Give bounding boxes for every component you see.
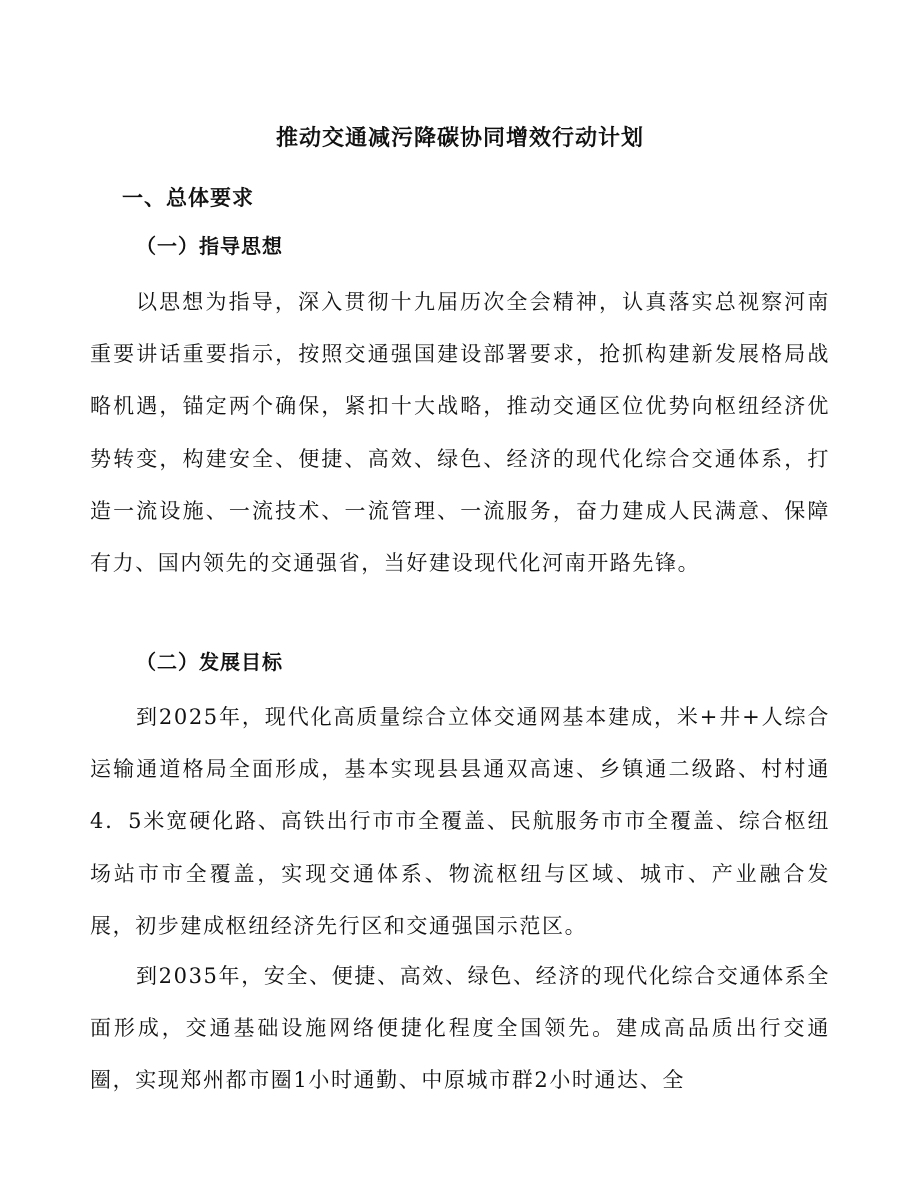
document-title: 推动交通减污降碳协同增效行动计划 — [275, 125, 644, 151]
section-heading-overall-requirements: 一、总体要求 — [122, 185, 254, 210]
paragraph-guiding-ideology: 以思想为指导，深入贯彻十九届历次全会精神，认真落实总视察河南重要讲话重要指示，按照交通强国建设部署要求，抢抓构建新发展格局战略机遇，锚定两个确保，紧扣十大战略，推动交通区位优势向枢纽经济优势转变，构建安全、便捷、高效、绿色、经济的现代化综合交通体系，打造一流设施、一流技术、一流管理、一流服务，奋力建成人民满意、保障有力、国内领先的交通强省，当好建设现代化河南开路先锋。 — [90, 290, 830, 576]
subsection-heading-development-goals: （二）发展目标 — [136, 650, 283, 674]
paragraph-goals-2025: 到2025年，现代化高质量综合立体交通网基本建成，米+井+人综合运输通道格局全面形成，基本实现县县通双高速、乡镇通二级路、村村通4．5米宽硬化路、高铁出行市市全覆盖、民航服务市市全覆盖、综合枢纽场站市市全覆盖，实现交通体系、物流枢纽与区域、城市、产业融合发展，初步建成枢纽经济先行区和交通强国示范区。 — [90, 705, 830, 938]
paragraph-goals-2035: 到2035年，安全、便捷、高效、绿色、经济的现代化综合交通体系全面形成，交通基础设施网络便捷化程度全国领先。建成高品质出行交通圈，实现郑州都市圈1小时通勤、中原城市群2小时通达、全 — [90, 964, 830, 1093]
subsection-heading-guiding-ideology: （一）指导思想 — [136, 234, 283, 258]
